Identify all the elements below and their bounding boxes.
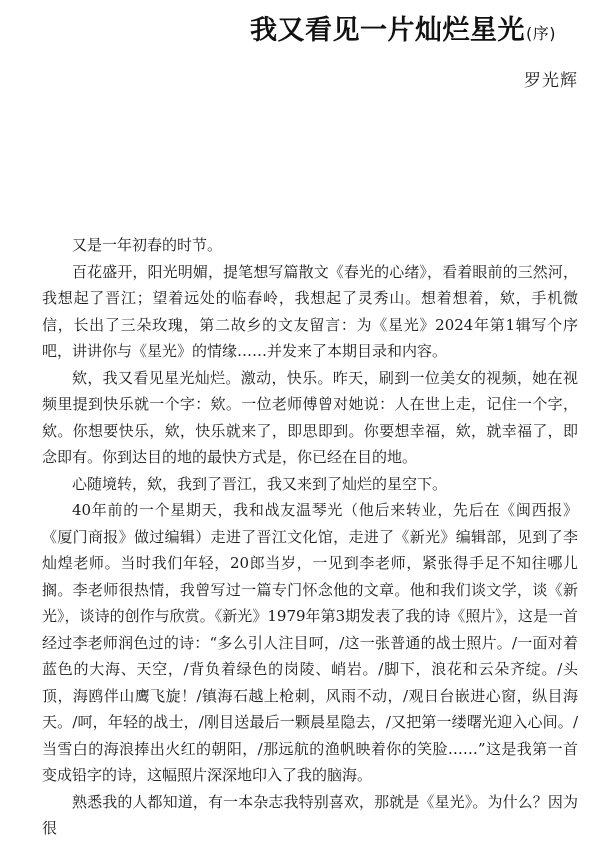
article-author: 罗光辉: [524, 71, 578, 91]
article-body: [42, 232, 578, 842]
paragraph: 熟悉我的人都知道，有一本杂志我特别喜欢，那就是《星光》。为什么？因为很: [42, 792, 578, 837]
paragraph: 欸，我又看见星光灿烂。激动，快乐。昨天，刷到一位美女的视频，她在视频里提到快乐就一个字：欸。一位老师傅曾对她说：人在世上走，记住一个字，欸。你想要快乐，欸，快乐就来了，即思即到。你要想幸福，欸，就幸福了，即念即有。你到达目的地的最快方式是，你已经在目的地。: [42, 368, 578, 466]
paragraph: 又是一年初春的时节。: [72, 236, 223, 254]
article-title-text: 我又看见一片灿烂星光: [250, 15, 525, 46]
paragraph: 40年前的一个星期天，我和战友温琴光（他后来转业，先后在《闽西报》《厦门商报》做过编辑）走进了晋江文化馆，走进了《新光》编辑部，见到了李灿煌老师。当时我们年轻，20郎当岁，一见到李老师，紧张得手足不知往哪儿搁。李老师很热情，我曾写过一篇专门怀念他的文章。他和我们谈文学，谈《新光》，谈诗的创作与欣赏。《新光》1979年第3期发表了我的诗《照片》，这是一首经过李老师润色过的诗：“多么引人注目呵，/这一张普通的战士照片。/一面对着蓝色的大海、天空，/背负着绿色的岗陵、峭岩。/脚下，浪花和云朵齐绽。/头顶，海鸥伴山鹰飞旋！/镇海石越上枪刺，风雨不动，/观日台嵌进心窗，纵目海天。/呵，年轻的战士，/刚目送最后一颗晨星隐去，/又把第一缕曙光迎入心间。/当雪白的海浪捧出火红的朝阳，/那远航的渔帆映着你的笑脸……”这是我第一首变成铅字的诗，这幅照片深深地印入了我的脑海。: [42, 501, 578, 784]
article-title: [250, 8, 590, 47]
article-title-suffix: (序): [526, 24, 556, 43]
paragraph: 心随境转，欸，我到了晋江，我又来到了灿烂的星空下。: [72, 474, 448, 493]
paragraph: 百花盛开，阳光明媚，提笔想写篇散文《春光的心绪》，看着眼前的三然河，我想起了晋江；望着远处的临春岭，我想起了灵秀山。想着想着，欸，手机微信，长出了三朵玫瑰，第二故乡的文友留言：为《星光》2024年第1辑写个序吧，讲讲你与《星光》的情缘……并发来了本期目录和内容。: [42, 262, 578, 360]
